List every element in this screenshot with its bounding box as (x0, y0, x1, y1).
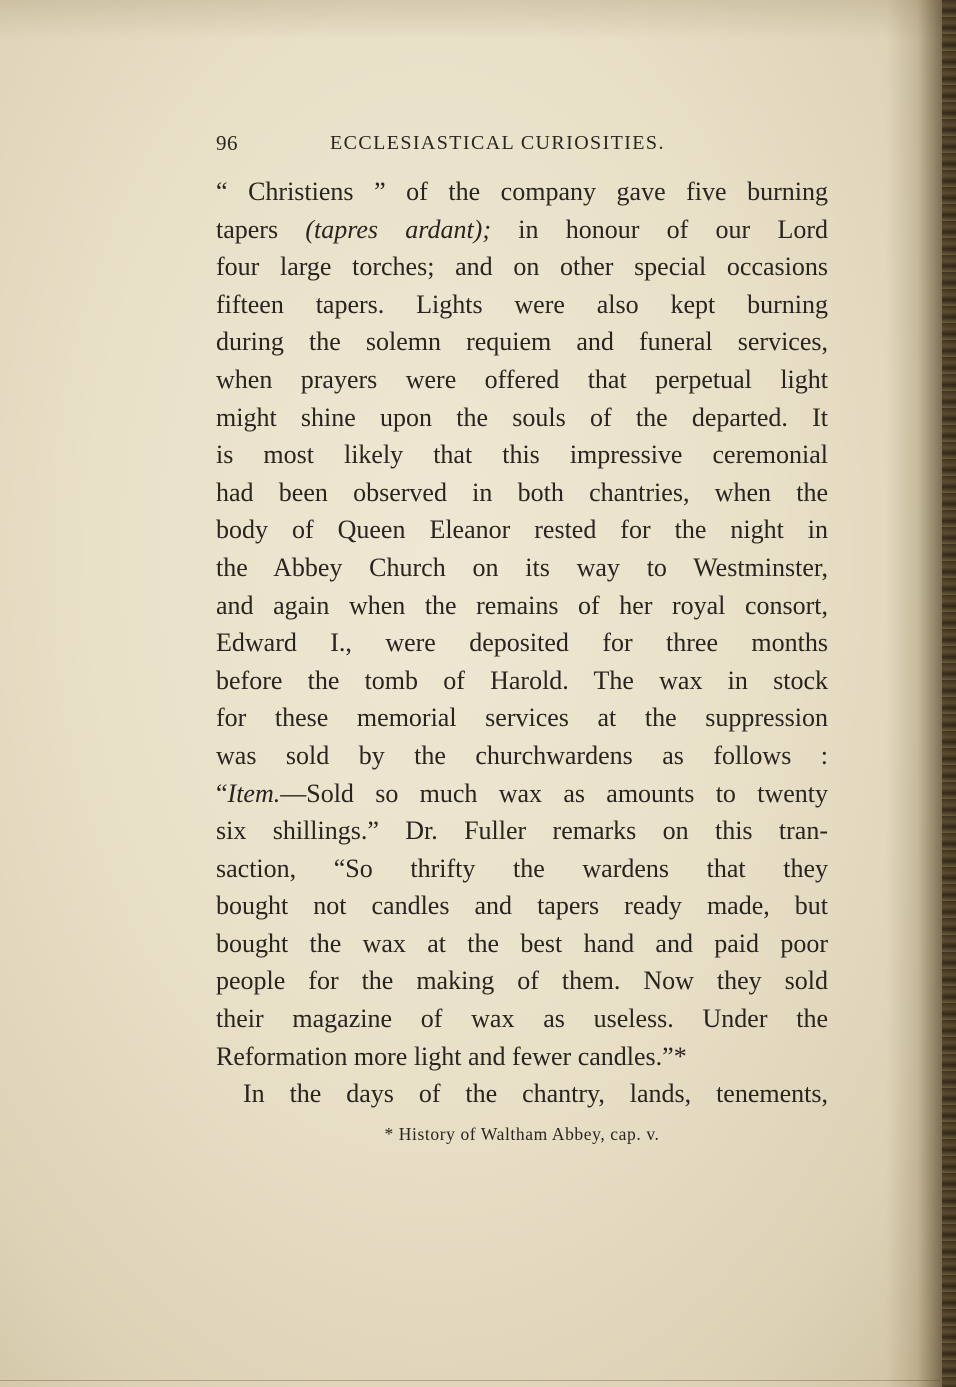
text-segment: —Sold so much wax as amounts to twenty (280, 778, 828, 808)
page-edge (942, 0, 956, 1387)
footnote: * History of Waltham Abbey, cap. v. (384, 1124, 660, 1144)
text-line: might shine upon the souls of the departed. It (216, 402, 828, 432)
text-line: bought not candles and tapers ready made, but (216, 891, 828, 921)
page-top-shading (0, 0, 956, 40)
page-header (216, 131, 828, 161)
text-line: Edward I., were deposited for three months (216, 628, 828, 658)
text-line: is most likely that this impressive ceremonial (216, 440, 828, 470)
text-line: bought the wax at the best hand and paid poor (216, 928, 828, 958)
text-line: “ Christiens ” of the company gave five burning (216, 177, 828, 206)
text-segment: tapers (216, 214, 306, 244)
text-line: before the tomb of Harold. The wax in stock (216, 665, 828, 695)
text-line: fifteen tapers. Lights were also kept burning (216, 289, 828, 319)
italic-phrase: (tapres ardant); (305, 214, 491, 244)
page-number: 96 (216, 131, 238, 155)
text-line: their magazine of wax as useless. Under the (216, 1004, 828, 1034)
text-line: people for the making of them. Now they sold (216, 966, 828, 996)
running-title: ECCLESIASTICAL CURIOSITIES. (330, 132, 665, 154)
text-line (216, 211, 828, 249)
text-line: Reformation more light and fewer candles.”* (216, 1041, 687, 1071)
text-line: saction, “So thrifty the wardens that they (216, 853, 828, 883)
body-text (216, 173, 828, 1113)
text-segment: in honour of our Lord (490, 214, 828, 244)
page-bottom-edge (0, 1380, 940, 1381)
text-line: when prayers were offered that perpetual light (216, 364, 828, 394)
text-line: had been observed in both chantries, when the (216, 477, 828, 507)
text-line: four large torches; and on other special occasions (216, 252, 828, 282)
text-line: body of Queen Eleanor rested for the night in (216, 515, 828, 545)
text-line: six shillings.” Dr. Fuller remarks on this tran- (216, 816, 828, 846)
text-line (216, 775, 828, 813)
text-line: for these memorial services at the suppression (216, 703, 828, 733)
text-segment: “ (216, 778, 228, 808)
text-line: during the solemn requiem and funeral services, (216, 327, 828, 357)
text-line: was sold by the churchwardens as follows : (216, 740, 828, 770)
text-line: the Abbey Church on its way to Westminster, (216, 552, 828, 582)
text-line: In the days of the chantry, lands, tenements, (243, 1079, 828, 1109)
italic-phrase: Item. (227, 778, 281, 808)
text-line: and again when the remains of her royal consort, (216, 590, 828, 620)
